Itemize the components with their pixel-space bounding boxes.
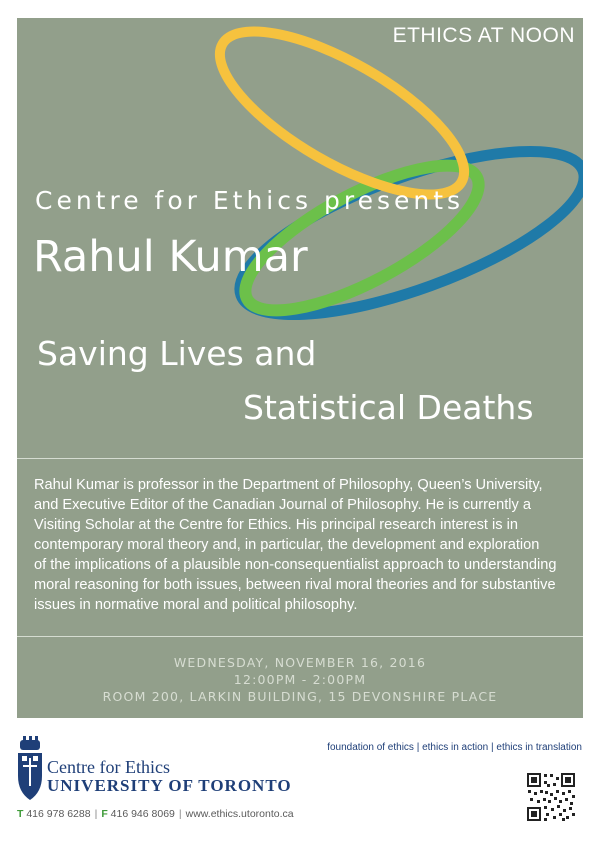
phone-number: 416 978 6288 bbox=[26, 808, 91, 820]
fax-number: 416 946 8069 bbox=[110, 808, 175, 820]
phone-label: T bbox=[17, 808, 24, 820]
divider-bottom bbox=[17, 636, 583, 637]
event-location: ROOM 200, LARKIN BUILDING, 15 DEVONSHIRE PLACE bbox=[102, 689, 498, 704]
speaker-name: Rahul Kumar bbox=[33, 232, 308, 282]
website-link[interactable]: www.ethics.utoronto.ca bbox=[185, 808, 294, 820]
speaker-bio bbox=[34, 475, 568, 615]
university-name: UNIVERSITY OF TORONTO bbox=[47, 776, 292, 795]
qr-code-icon bbox=[526, 772, 576, 822]
event-time: 12:00PM - 2:00PM bbox=[233, 672, 367, 687]
bio-line: issues in normative moral and political philosophy. bbox=[34, 597, 358, 613]
contact-line bbox=[17, 808, 294, 820]
bio-line: of the implications of a plausible non-consequentialist approach to understanding bbox=[34, 557, 557, 573]
talk-title-line-1: Saving Lives and bbox=[37, 334, 317, 373]
bio-line: moral reasoning for both issues, between rival moral theories and for substantive bbox=[34, 577, 556, 593]
series-title: ETHICS AT NOON bbox=[392, 24, 575, 47]
event-date: WEDNESDAY, NOVEMBER 16, 2016 bbox=[173, 655, 427, 670]
event-details bbox=[17, 654, 583, 705]
poster-panel bbox=[17, 18, 583, 718]
bio-line: contemporary moral theory and, in particular, the development and exploration bbox=[34, 537, 540, 553]
university-crest-icon bbox=[15, 736, 45, 802]
fax-label: F bbox=[101, 808, 108, 820]
divider-top bbox=[17, 458, 583, 459]
separator: | bbox=[178, 808, 182, 820]
org-name: Centre for Ethics bbox=[47, 757, 170, 777]
bio-line: and Executive Editor of the Canadian Journal of Philosophy. He is currently a bbox=[34, 497, 532, 513]
bio-line: Visiting Scholar at the Centre for Ethics. His principal research interest is in bbox=[34, 517, 518, 533]
talk-title-line-2: Statistical Deaths bbox=[243, 388, 534, 427]
presenter-line: Centre for Ethics presents bbox=[35, 186, 465, 215]
bio-line: Rahul Kumar is professor in the Department of Philosophy, Queen’s University, bbox=[34, 477, 543, 493]
separator: | bbox=[94, 808, 98, 820]
tagline: foundation of ethics | ethics in action | ethics in translation bbox=[327, 742, 582, 753]
